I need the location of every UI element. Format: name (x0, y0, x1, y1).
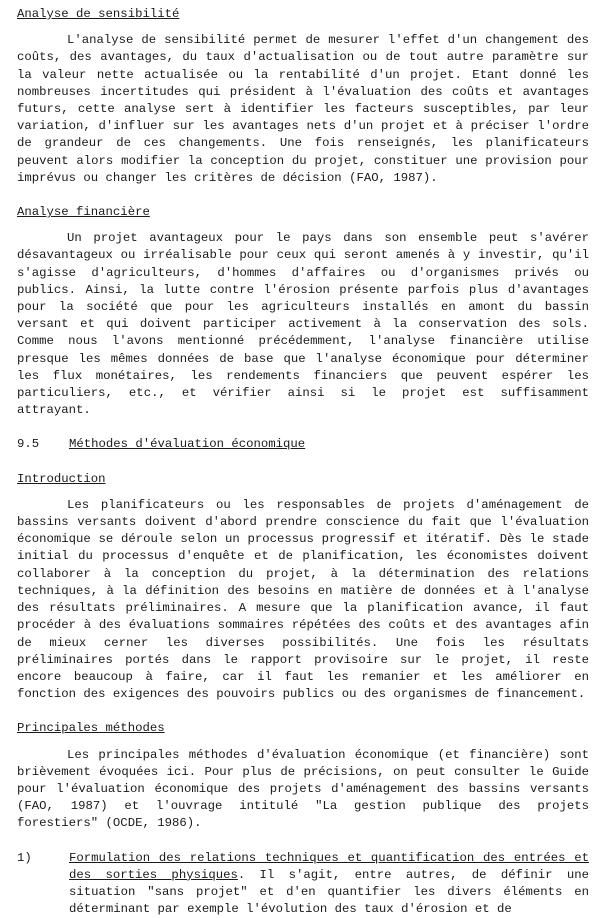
list-item-text: . Il s'agit, entre autres, de définir une situation "sans projet" et d'en quantifier les divers éléments en déterminant par exemple l'évolution des taux d'érosion et de (69, 867, 589, 917)
heading-introduction: Introduction (17, 471, 106, 486)
paragraph-introduction: Les planificateurs ou les responsables de projets d'aménagement de bassins versants doivent d'abord prendre conscience du fait que l'évaluation économique se déroule selon un processus progressif et itératif. Dès le stade initial du processus d'enquête et de planification, les économistes doivent collaborer à la conception du projet, à la détermination des relations techniques, à la définition des besoins en matière de données et à l'analyse des résultats préliminaires. A mesure que la planification avance, il faut procéder à des évaluations sommaires répétées des coûts et des avantages afin de mieux cerner les diverses possibilités. Une fois les résultats préliminaires portés dans le rapport provisoire sur le projet, il reste encore beaucoup à faire, car il faut les remanier et les améliorer en fonction des exigences des pouvoirs publics ou des organismes de financement. (17, 497, 589, 702)
heading-principales-methodes: Principales méthodes (17, 721, 165, 736)
heading-analyse-financiere: Analyse financière (17, 205, 150, 220)
document-page (17, 6, 589, 918)
section-number: 9.5 (17, 437, 40, 452)
paragraph-analyse-financiere: Un projet avantageux pour le pays dans son ensemble peut s'avérer désavantageux ou irréalisable pour ceux qui seront amenés à y investir, qu'il s'agisse d'agriculteurs, d'hommes d'affaires ou d'organismes privés ou publics. Ainsi, la lutte contre l'érosion présente parfois plus d'avantages pour la société que pour les agriculteurs installés en amont du bassin versant et qui doivent participer activement à la conservation des sols. Comme nous l'avons mentionné précédemment, l'analyse financière utilise presque les mêmes données de base que l'analyse économique pour déterminer les flux monétaires, les rendements financiers que peuvent espérer les particuliers, etc., et vérifier ainsi si le projet est suffisamment attrayant. (17, 231, 589, 418)
list-item-number: 1) (17, 850, 32, 865)
list-item-1 (17, 850, 589, 918)
paragraph-analyse-sensibilite: L'analyse de sensibilité permet de mesurer l'effet d'un changement des coûts, des avantages, du taux d'actualisation ou de tout autre paramètre sur la valeur nette actualisée ou la rentabilité d'un projet. Etant donné les nombreuses incertitudes qui président à l'évaluation des coûts et avantages futurs, cette analyse sert à identifier les facteurs susceptibles, par leur variation, d'influer sur les avantages nets d'un projet et à préciser l'ordre de grandeur de ces changements. Une fois renseignés, les planificateurs peuvent alors modifier la conception du projet, constituer une provision pour imprévus ou changer les critères de décision (FAO, 1987). (17, 33, 589, 185)
list-item-title: Formulation des relations techniques et quantification des entrées et des sorties physiques (69, 850, 589, 882)
section-title: Méthodes d'évaluation économique (69, 437, 306, 452)
list-item-body (69, 850, 589, 918)
heading-analyse-sensibilite: Analyse de sensibilité (17, 7, 180, 21)
paragraph-principales-methodes: Les principales méthodes d'évaluation économique (et financière) sont brièvement évoquées ici. Pour plus de précisions, on peut consulter le Guide pour l'évaluation économique des projets d'aménagement des bassins versants (FAO, 1987) et l'ouvrage intitulé "La gestion publique des projets forestiers" (OCDE, 1986). (17, 747, 589, 831)
section-heading-methodes (17, 436, 589, 453)
